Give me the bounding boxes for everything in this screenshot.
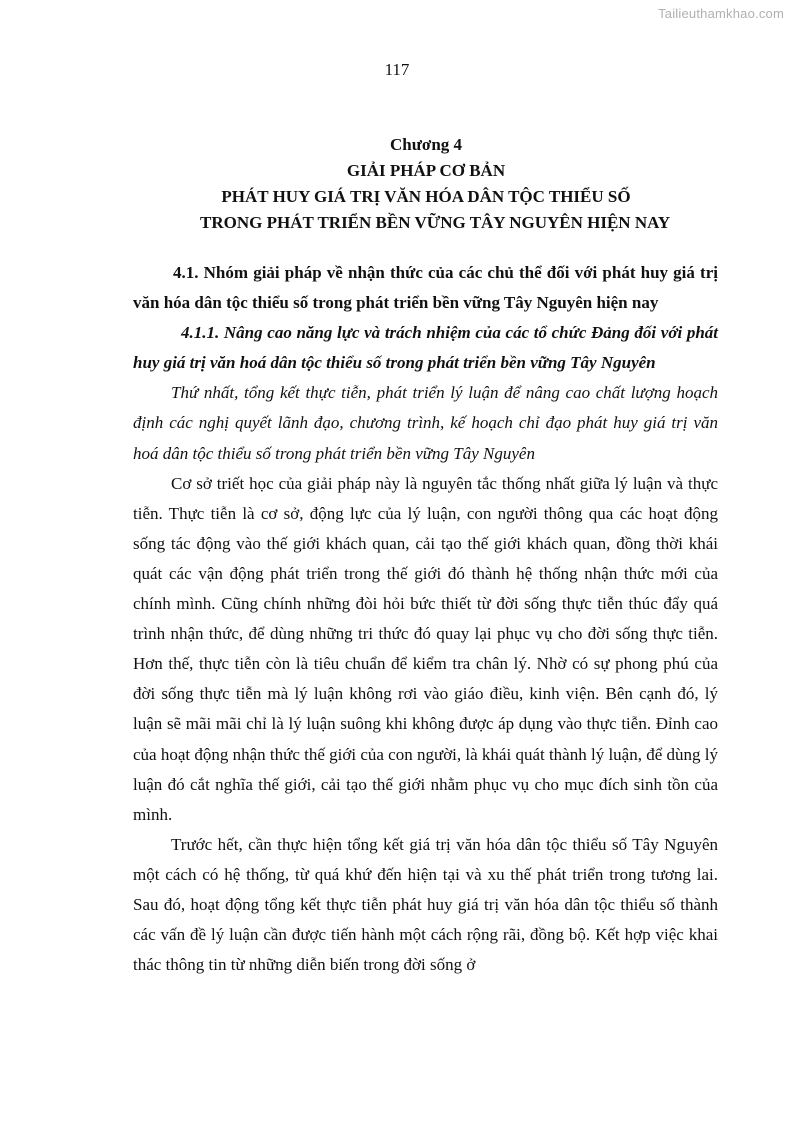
- section-heading-4-1-1: 4.1.1. Nâng cao năng lực và trách nhiệm của các tổ chức Đảng đối với phát huy giá trị văn hoá dân tộc thiểu số trong phát triển bền vững Tây Nguyên: [133, 323, 718, 373]
- chapter-heading: [200, 132, 671, 236]
- page-number: 117: [384, 60, 410, 79]
- section-heading-4-1: 4.1. Nhóm giải pháp về nhận thức của các chủ thể đối với phát huy giá trị văn hóa dân tộc thiểu số trong phát triển bền vững Tây Nguyên hiện nay: [133, 263, 718, 313]
- chapter-title-line-1: GIẢI PHÁP CƠ BẢN: [346, 161, 506, 180]
- first-point-heading: Thứ nhất, tổng kết thực tiễn, phát triển lý luận để nâng cao chất lượng hoạch định các nghị quyết lãnh đạo, chương trình, kế hoạch chỉ đạo phát huy giá trị văn hoá dân tộc thiểu số trong phát triển bền vững Tây Nguyên: [133, 383, 718, 463]
- chapter-title-line-2: PHÁT HUY GIÁ TRỊ VĂN HÓA DÂN TỘC THIỂU SỐ: [221, 187, 631, 206]
- chapter-label: Chương 4: [389, 135, 463, 154]
- paragraph-1: Cơ sở triết học của giải pháp này là nguyên tắc thống nhất giữa lý luận và thực tiễn. Thực tiễn là cơ sở, động lực của lý luận, con người thông qua các hoạt động sống tác động vào thế giới khách quan, cải tạo thế giới khách quan, đồng thời khái quát các vận động phát triển trong thế giới đó thành hệ thống nhận thức mới của chính mình. Cũng chính những đòi hỏi bức thiết từ đời sống thực tiễn thúc đẩy quá trình nhận thức, để dùng những tri thức đó quay lại phục vụ cho đời sống thực tiễn. Hơn thế, thực tiễn còn là tiêu chuẩn để kiểm tra chân lý. Nhờ có sự phong phú của đời sống thực tiễn mà lý luận không rơi vào giáo điều, kinh viện. Bên cạnh đó, lý luận sẽ mãi mãi chỉ là lý luận suông khi không được áp dụng vào thực tiễn. Đỉnh cao của hoạt động nhận thức thế giới của con người, là khái quát thành lý luận, để dùng lý luận đó cắt nghĩa thế giới, cải tạo thế giới nhằm phục vụ cho mục đích sinh tồn của mình.: [133, 473, 718, 824]
- paragraph-2: Trước hết, cần thực hiện tổng kết giá trị văn hóa dân tộc thiểu số Tây Nguyên một cách có hệ thống, từ quá khứ đến hiện tại và xu thế phát triển trong tương lai. Sau đó, hoạt động tổng kết thực tiễn phát huy giá trị văn hóa dân tộc thiểu số thành các vấn đề lý luận cần được tiến hành một cách rộng rãi, đồng bộ. Kết hợp việc khai thác thông tin từ những diễn biến trong đời sống ở: [133, 834, 718, 975]
- body-text: [133, 258, 718, 980]
- chapter-title-line-3: TRONG PHÁT TRIỂN BỀN VỮNG TÂY NGUYÊN HIỆN NAY: [200, 213, 671, 232]
- watermark: Tailieuthamkhao.com: [658, 6, 784, 21]
